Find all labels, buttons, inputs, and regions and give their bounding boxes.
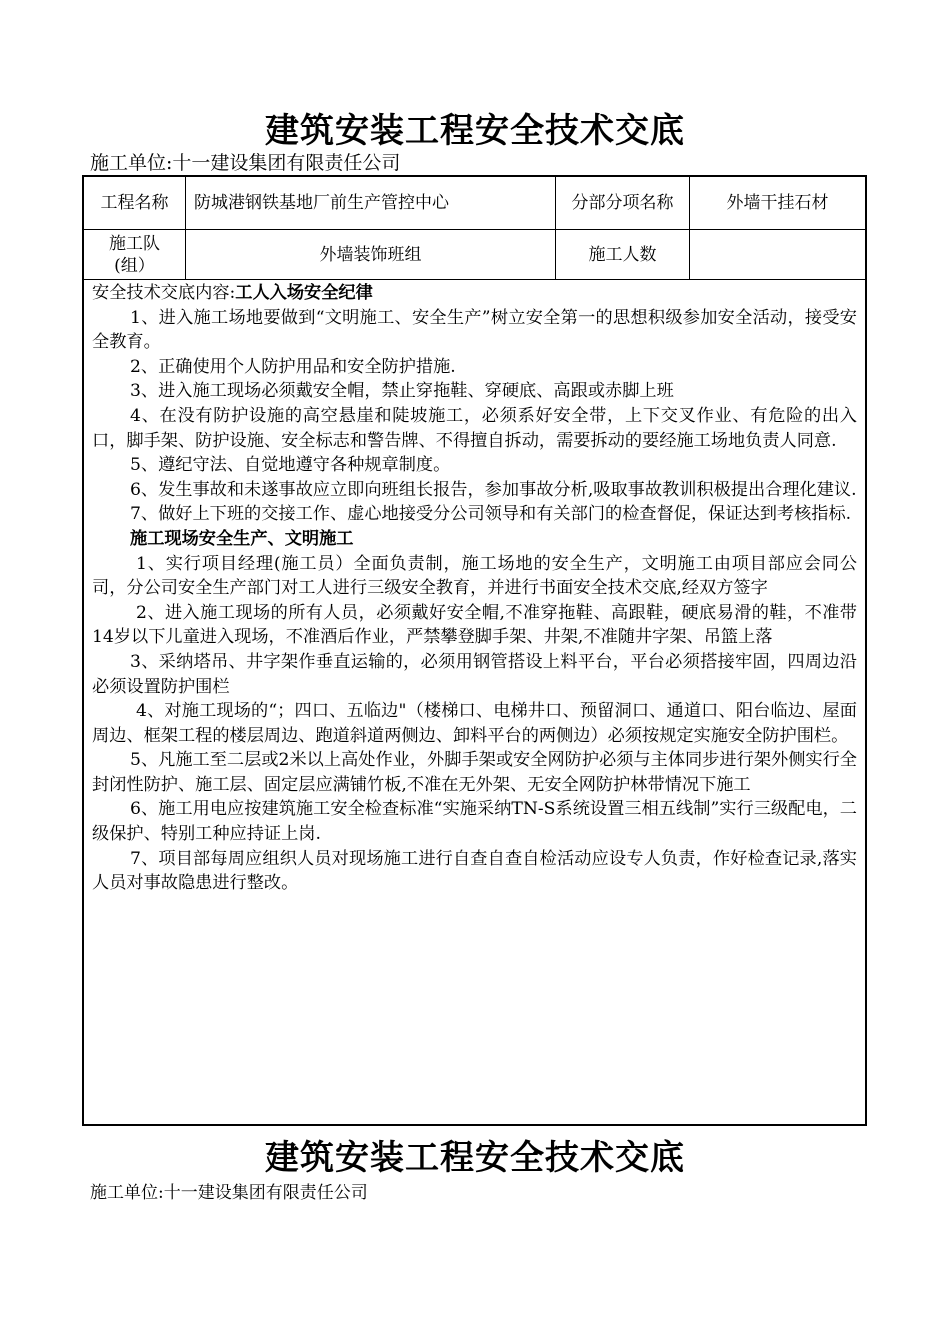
label-project-name: 工程名称 bbox=[100, 193, 169, 213]
safety-briefing-table bbox=[82, 175, 867, 1126]
content-intro bbox=[92, 281, 857, 306]
label-worker-count: 施工人数 bbox=[588, 244, 657, 265]
page2-unit-line: 施工单位:十一建设集团有限责任公司 bbox=[90, 1183, 368, 1203]
rule-item: 7、项目部每周应组织人员对现场施工进行自查自查自检活动应设专人负责，作好检查记录,落实人员对事故隐患进行整改。 bbox=[92, 848, 857, 894]
intro-label: 安全技术交底内容: bbox=[92, 283, 236, 303]
sub-item-value: 外墙干挂石材 bbox=[726, 193, 829, 213]
rule-item: 1、进入施工场地要做到“文明施工、安全生产”树立安全第一的思想积级参加安全活动，接受安全教育。 bbox=[92, 307, 857, 353]
rule-item: 3、采纳塔吊、井字架作垂直运输的，必须用钢管搭设上料平台，平台必须搭接牢固，四周边沿必须设置防护围栏 bbox=[92, 651, 857, 697]
label-team-line1: 施工队 bbox=[109, 233, 160, 254]
section2-title: 施工现场安全生产、文明施工 bbox=[130, 528, 354, 549]
rule-item: 4、在没有防护设施的高空悬崖和陡坡施工，必须系好安全带，上下交叉作业、有危险的出入口，脚手架、防护设施、安全标志和警告牌、不得擅自拆动，需要拆动的要经施工场地负责人同意. bbox=[92, 405, 857, 451]
rule-item: 5、遵纪守法、自觉地遵守各种规章制度。 bbox=[130, 455, 451, 476]
briefing-content bbox=[92, 281, 857, 896]
rule-item: 4、对施工现场的“；四口、五临边"（楼梯口、电梯井口、预留洞口、通道口、阳台临边、屋面周边、框架工程的楼层周边、跑道斜道两侧边、卸料平台的两侧边）必须按规定实施安全防护围栏。 bbox=[92, 701, 857, 746]
page2-title: 建筑安装工程安全技术交底 bbox=[265, 1138, 685, 1178]
row-divider bbox=[84, 279, 865, 280]
construction-unit-line: 施工单位:十一建设集团有限责任公司 bbox=[90, 152, 401, 174]
project-name-value: 防城港钢铁基地厂前生产管控中心 bbox=[194, 193, 449, 213]
team-value: 外墙装饰班组 bbox=[319, 244, 422, 265]
rule-item: 6、施工用电应按建筑施工安全检查标准“实施采纳TN-S系统设置三相五线制”实行三级配电，二级保护、特别工种应持证上岗. bbox=[92, 799, 857, 845]
rule-item: 2、正确使用个人防护用品和安全防护措施. bbox=[130, 356, 456, 377]
label-team bbox=[84, 230, 185, 279]
document-title: 建筑安装工程安全技术交底 bbox=[265, 111, 685, 151]
rule-item: 7、做好上下班的交接工作、虚心地接受分公司领导和有关部门的检查督促，保证达到考核指标. bbox=[130, 504, 852, 525]
section1-title: 工人入场安全纪律 bbox=[235, 283, 373, 303]
rule-item: 6、发生事故和未遂事故应立即向班组长报告，参加事故分析,吸取事故教训积极提出合理化建议. bbox=[130, 479, 857, 500]
worker-count-value bbox=[690, 230, 865, 279]
label-sub-item: 分部分项名称 bbox=[571, 193, 674, 213]
label-team-line2: (组） bbox=[114, 255, 155, 276]
rule-item: 5、凡施工至二层或2米以上高处作业，外脚手架或安全网防护必须与主体同步进行架外侧实行全封闭性防护、施工层、固定层应满铺竹板,不准在无外架、无安全网防护林带情况下施工 bbox=[92, 750, 857, 795]
rule-item: 3、进入施工现场必须戴安全帽，禁止穿拖鞋、穿硬底、高跟或赤脚上班 bbox=[130, 381, 674, 402]
rule-item: 2、进入施工现场的所有人员，必须戴好安全帽,不准穿拖鞋、高跟鞋，硬底易滑的鞋，不准带14岁以下儿童进入现场，不准酒后作业，严禁攀登脚手架、井架,不准随井字架、吊篮上落 bbox=[92, 602, 857, 648]
rule-item: 1、实行项目经理(施工员）全面负责制，施工场地的安全生产，文明施工由项目部应会同公司，分公司安全生产部门对工人进行三级安全教育，并进行书面安全技术交底,经双方签字 bbox=[92, 553, 857, 599]
